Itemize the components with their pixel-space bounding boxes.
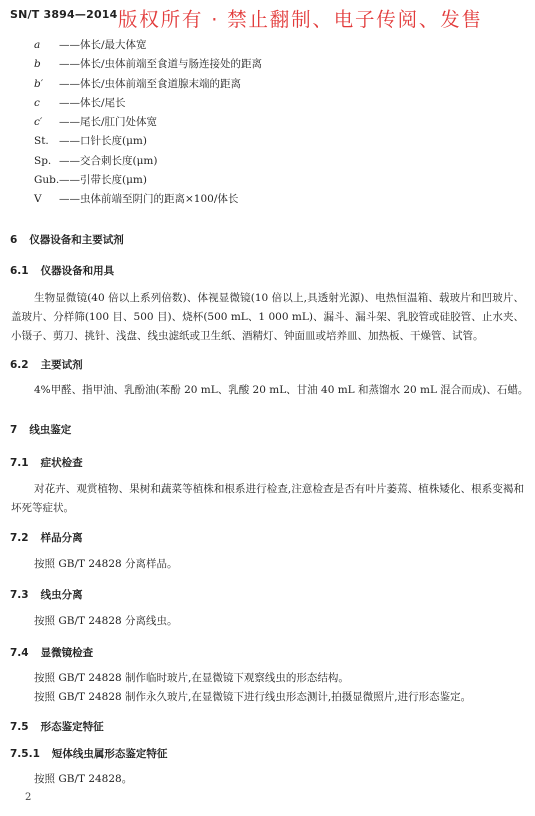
symbol-row	[34, 55, 262, 74]
symbol-definition: ——交合刺长度(μm)	[59, 154, 158, 167]
section-number: 7.3	[10, 589, 29, 601]
section-heading	[10, 746, 167, 761]
section-number: 6.2	[10, 359, 29, 371]
paragraph-pratylenchus-features: 按照 GB/T 24828。	[34, 773, 133, 785]
symbol-definition: ——体长/虫体前端至食道与肠连接处的距离	[59, 58, 263, 71]
paragraph-nematode-separation: 按照 GB/T 24828 分离线虫。	[34, 615, 178, 627]
symbol-list	[34, 36, 262, 210]
section-heading	[10, 455, 83, 470]
section-heading	[10, 530, 83, 545]
symbol-row	[34, 190, 262, 209]
symbol-row	[34, 94, 262, 113]
section-title: 症状检查	[40, 457, 83, 469]
section-heading	[10, 587, 83, 602]
section-number: 6	[10, 234, 18, 246]
section-title: 显微镜检查	[40, 647, 94, 659]
symbol: Sp.	[34, 154, 52, 167]
section-title: 线虫鉴定	[29, 424, 72, 436]
section-title: 短体线虫属形态鉴定特征	[51, 748, 168, 760]
symbol-definition: ——体长/最大体宽	[59, 39, 147, 51]
symbol-row	[34, 75, 262, 94]
symbol: b′	[34, 77, 44, 90]
symbol-row	[34, 132, 262, 151]
section-number: 7	[10, 424, 18, 436]
paragraph-temporary-slide: 按照 GB/T 24828 制作临时玻片,在显微镜下观察线虫的形态结构。	[34, 672, 349, 684]
symbol-definition: ——引带长度(μm)	[59, 174, 147, 187]
symbol-definition: ——体长/虫体前端至食道腺末端的距离	[59, 77, 242, 90]
section-title: 仪器设备和主要试剂	[29, 234, 124, 246]
symbol-definition: ——尾长/肛门处体宽	[59, 116, 158, 129]
section-heading	[10, 232, 124, 247]
symbol: Gub.	[34, 174, 60, 187]
symbol: c′	[34, 116, 43, 129]
section-title: 仪器设备和用具	[40, 265, 115, 277]
paragraph-reagents: 4%甲醛、指甲油、乳酚油(苯酚 20 mL、乳酸 20 mL、甘油 40 mL 和蒸馏水 20 mL 混合而成)、石蜡。	[34, 384, 529, 396]
paragraph-symptom-check: 对花卉、观赏植物、果树和蔬菜等植株和根系进行检查,注意检查是否有叶片萎蔫、植株矮化、根系变褐和坏死等症状。	[11, 483, 524, 514]
section-number: 7.1	[10, 457, 29, 469]
symbol: c	[34, 96, 40, 109]
section-number: 7.2	[10, 532, 29, 544]
symbol: V	[34, 193, 42, 206]
copyright-watermark: 版权所有 · 禁止翻制、电子传阅、发售	[118, 8, 483, 31]
section-heading	[10, 719, 104, 734]
symbol-definition: ——体长/尾长	[59, 96, 126, 109]
section-heading	[10, 645, 93, 660]
symbol-definition: ——口针长度(μm)	[59, 135, 147, 148]
section-title: 形态鉴定特征	[40, 721, 104, 733]
symbol-row	[34, 113, 262, 132]
section-number: 6.1	[10, 265, 29, 277]
section-title: 样品分离	[40, 532, 83, 544]
paragraph-sample-separation: 按照 GB/T 24828 分离样品。	[34, 558, 178, 570]
section-heading	[10, 357, 83, 372]
symbol: b	[34, 58, 41, 71]
symbol-row	[34, 36, 262, 55]
section-number: 7.5.1	[10, 748, 40, 760]
paragraph-permanent-slide: 按照 GB/T 24828 制作永久玻片,在显微镜下进行线虫形态测计,拍摄显微照片,进行形态鉴定。	[34, 691, 472, 703]
section-number: 7.4	[10, 647, 29, 659]
section-heading	[10, 263, 114, 278]
standard-code: SN/T 3894—2014	[10, 8, 118, 21]
section-heading	[10, 422, 71, 437]
paragraph-equipment: 生物显微镜(40 倍以上系列倍数)、体视显微镜(10 倍以上,具透射光源)、电热恒温箱、载玻片和凹玻片、盖玻片、分样筛(100 目、500 目)、烧杯(500 mL、1 000 mL)、漏斗、漏斗架、乳胶管或硅胶管、止水夹、小镊子、剪刀、挑针、浅盘、线虫滤纸或卫生纸、酒精灯、钟面皿或培养皿、加热板、干燥管、试管。	[11, 292, 524, 342]
symbol: a	[34, 39, 41, 51]
page-number: 2	[25, 792, 32, 803]
section-number: 7.5	[10, 721, 29, 733]
symbol-row	[34, 152, 262, 171]
symbol-row	[34, 171, 262, 190]
section-title: 线虫分离	[40, 589, 83, 601]
symbol: St.	[34, 135, 49, 148]
section-title: 主要试剂	[40, 359, 83, 371]
symbol-definition: ——虫体前端至阴门的距离×100/体长	[59, 193, 239, 206]
